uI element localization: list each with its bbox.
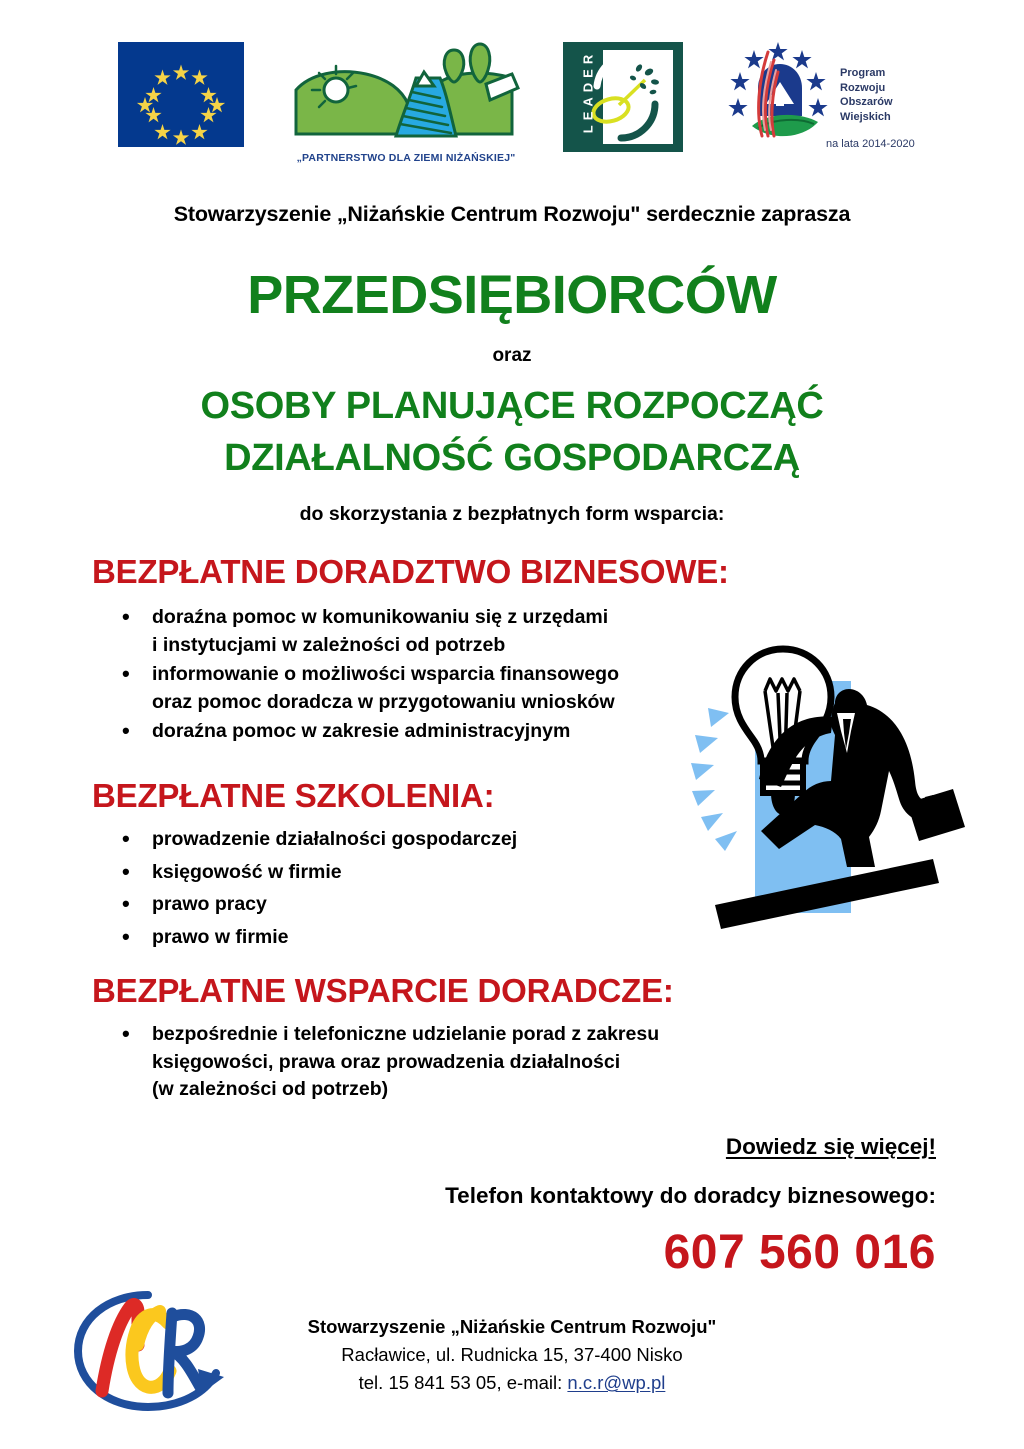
prow-emblem-icon	[718, 38, 838, 158]
learn-more-heading: Dowiedz się więcej!	[725, 1134, 936, 1159]
prow-logo	[718, 38, 918, 164]
list-item-line: bezpośrednie i telefoniczne udzielanie porad z zakresu	[152, 1023, 660, 1045]
headline-2-line-1: OSOBY PLANUJĄCE ROZPOCZĄĆ	[200, 385, 824, 427]
eu-flag-stars-icon	[118, 42, 244, 147]
subline-free-support: do skorzystania z bezpłatnych form wsparcia:	[299, 503, 725, 525]
list-item-line: doraźna pomoc w komunikowaniu się z urzędami	[152, 606, 609, 628]
ncr-logo	[72, 1287, 224, 1419]
phone-number: 607 560 016	[663, 1226, 936, 1279]
list-item	[112, 1021, 659, 1104]
phone-label: Telefon kontaktowy do doradcy biznesowego:	[445, 1183, 936, 1208]
section-list-szkolenia	[112, 826, 517, 956]
list-item-line: księgowość w firmie	[152, 860, 342, 883]
footer-contact-block	[232, 1313, 792, 1397]
conjunction-oraz: oraz	[492, 345, 532, 366]
section-title-szkolenia: BEZPŁATNE SZKOLENIA:	[92, 777, 495, 814]
list-item	[112, 891, 517, 919]
logo-band	[0, 30, 1024, 165]
footer-email-link[interactable]: n.c.r@wp.pl	[567, 1372, 666, 1393]
footer-phone-email	[232, 1369, 792, 1397]
headline-planning-business	[0, 380, 1024, 484]
list-item	[112, 859, 517, 887]
list-item-line: prawo pracy	[152, 893, 267, 915]
footer-address: Racławice, ul. Rudnicka 15, 37-400 Nisko	[341, 1344, 683, 1365]
businessman-lightbulb-icon	[675, 635, 975, 935]
section-title-doradztwo: BEZPŁATNE DORADZTWO BIZNESOWE:	[92, 553, 729, 590]
ncr-logo-icon	[72, 1287, 224, 1419]
list-item-line: prowadzenie działalności gospodarczej	[152, 828, 518, 850]
leader-wordmark: LEADER	[580, 49, 596, 134]
list-item	[112, 924, 517, 952]
list-item-line: księgowości, prawa oraz prowadzenia działalności	[152, 1050, 621, 1073]
partnerstwo-landscape-icon	[290, 38, 522, 148]
prow-wordmark: Program Rozwoju Obszarów Wiejskich	[840, 67, 893, 123]
partnerstwo-logo	[290, 38, 522, 166]
list-item-line: i instytucjami w zależności od potrzeb	[152, 633, 506, 656]
prow-years: na lata 2014-2020	[826, 138, 915, 150]
list-item	[112, 661, 619, 716]
leader-logo	[563, 42, 683, 152]
list-item-line: doraźna pomoc w zakresie administracyjnym	[152, 720, 571, 742]
eu-flag-logo	[118, 42, 244, 147]
section-title-wsparcie: BEZPŁATNE WSPARCIE DORADCZE:	[92, 972, 674, 1009]
businessman-with-lightbulb-illustration	[675, 635, 975, 935]
headline-entrepreneurs: PRZEDSIĘBIORCÓW	[247, 265, 777, 325]
section-list-wsparcie	[112, 1021, 659, 1106]
headline-2-line-2: DZIAŁALNOŚĆ GOSPODARCZĄ	[224, 437, 800, 479]
section-list-doradztwo	[112, 604, 619, 748]
invite-line: Stowarzyszenie „Niżańskie Centrum Rozwoju" serdecznie zaprasza	[173, 202, 851, 226]
footer-phone-prefix: tel. 15 841 53 05, e-mail:	[358, 1372, 568, 1393]
list-item	[112, 718, 619, 746]
partnerstwo-caption: „PARTNERSTWO DLA ZIEMI NIŻAŃSKIEJ"	[296, 152, 516, 164]
list-item-line: prawo w firmie	[152, 925, 289, 948]
footer-organization: Stowarzyszenie „Niżańskie Centrum Rozwoju"	[307, 1316, 717, 1337]
list-item-line: oraz pomoc doradcza w przygotowaniu wniosków	[152, 690, 615, 713]
list-item-line: informowanie o możliwości wsparcia finansowego	[152, 663, 620, 685]
list-item	[112, 826, 517, 854]
list-item	[112, 604, 619, 659]
list-item-line: (w zależności od potrzeb)	[152, 1078, 389, 1100]
